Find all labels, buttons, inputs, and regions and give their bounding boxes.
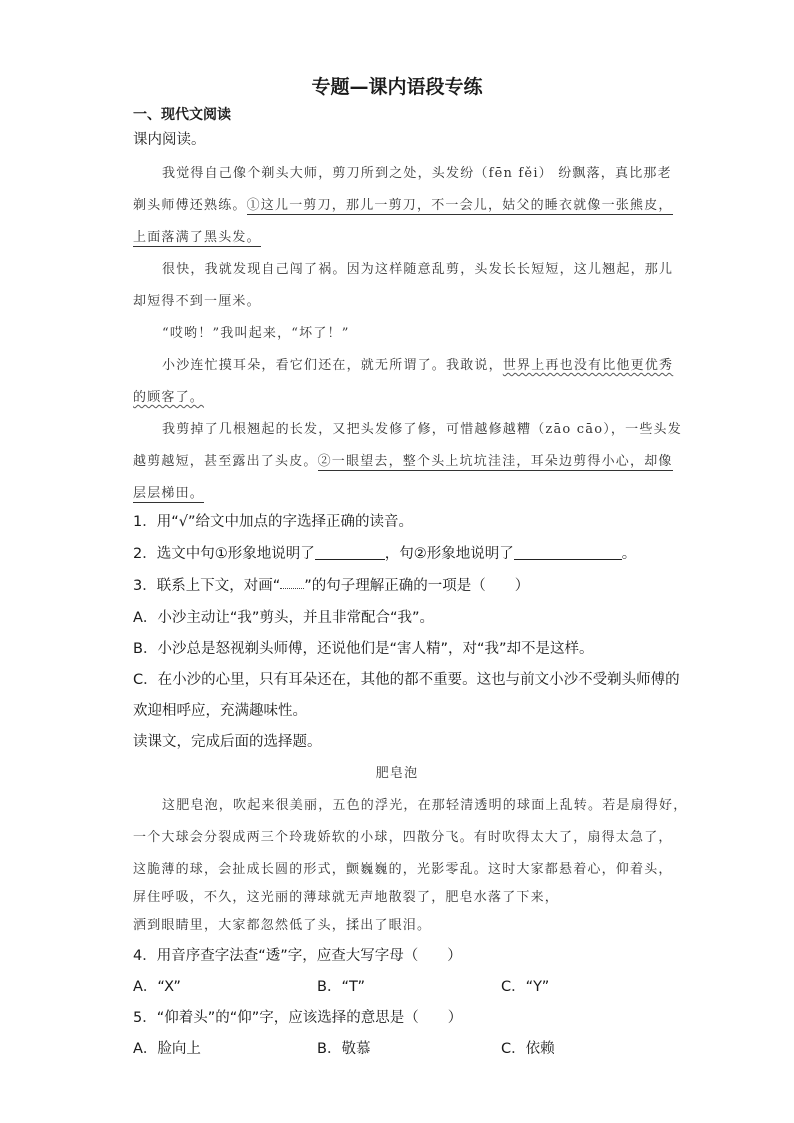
passage1-line: 很快，我就发现自己闯了祸。因为这样随意乱剪，头发长长短短，这儿翘起，那儿 bbox=[162, 262, 674, 277]
passage1-line bbox=[133, 482, 204, 501]
passage1-line bbox=[162, 354, 673, 373]
q4-option-b[interactable]: B．“T” bbox=[317, 979, 366, 995]
intro-text: 课内阅读。 bbox=[133, 132, 206, 148]
option-b[interactable]: B．小沙总是怒视剃头师傅，还说他们是“害人精”，对“我”却不是这样。 bbox=[133, 641, 594, 657]
passage2-line: 这肥皂泡，吹起来很美丽，五色的浮光，在那轻清透明的球面上乱转。若是扇得好， bbox=[162, 798, 688, 813]
sentence-1-underlined-end: 上面落满了黑头发。 bbox=[133, 230, 261, 245]
wavy-underlined-sentence-end: 的顾客了。 bbox=[133, 390, 205, 405]
option-c-continued: 欢迎相呼应，充满趣味性。 bbox=[133, 703, 307, 719]
question-5: 5．“仰着头”的“仰”字，应该选择的意思是（ ） bbox=[133, 1010, 463, 1026]
question-1: 1．用“√”给文中加点的字选择正确的读音。 bbox=[133, 514, 413, 530]
passage1-text: 越剪越短，甚至露出了头皮。 bbox=[133, 454, 318, 469]
passage1-line bbox=[133, 386, 204, 405]
q5-option-b[interactable]: B．敬慕 bbox=[317, 1041, 371, 1057]
question-3-text: ”的句子理解正确的一项是（ ） bbox=[304, 578, 530, 594]
passage1-line: 却短得不到一厘米。 bbox=[133, 294, 261, 309]
question-2 bbox=[133, 542, 636, 563]
passage1-line: 我觉得自己像个剃头大师，剪刀所到之处，头发纷（fēn fěi） 纷飘落，真比那老 bbox=[162, 166, 672, 181]
passage1-line bbox=[133, 194, 673, 213]
page-title: 专题—课内语段专练 bbox=[311, 76, 483, 98]
answer-blank-1[interactable] bbox=[315, 545, 385, 560]
intro-text-2: 读课文，完成后面的选择题。 bbox=[133, 734, 322, 750]
sentence-2-underlined: ②一眼望去，整个头上坑坑洼洼，耳朵边剪得小心，却像 bbox=[317, 454, 673, 469]
passage1-text: 剃头师傅还熟练。 bbox=[133, 198, 247, 213]
passage1-line bbox=[133, 450, 673, 469]
passage2-line: 这脆薄的球，会扯成长圆的形式，颤巍巍的，光影零乱。这时大家都悬着心，仰着头， bbox=[133, 862, 673, 877]
passage2-line: 屏住呼吸，不久，这光丽的薄球就无声地散裂了，肥皂水落了下来， bbox=[133, 890, 560, 905]
question-3 bbox=[133, 574, 529, 595]
question-2-text: 。 bbox=[621, 546, 637, 562]
passage1-line bbox=[133, 226, 261, 245]
section-heading: 一、现代文阅读 bbox=[133, 107, 231, 123]
option-c[interactable]: C．在小沙的心里，只有耳朵还在，其他的都不重要。这也与前文小沙不受剃头师傅的 bbox=[133, 672, 680, 688]
q5-option-c[interactable]: C．依赖 bbox=[501, 1041, 555, 1057]
question-3-text: 3．联系上下文，对画“ bbox=[133, 578, 281, 594]
question-4: 4．用音序查字法查“透”字，应查大写字母（ ） bbox=[133, 948, 462, 964]
passage1-text: 小沙连忙摸耳朵，看它们还在，就无所谓了。我敢说， bbox=[162, 358, 503, 373]
option-a[interactable]: A．小沙主动让“我”剪头，并且非常配合“我”。 bbox=[133, 610, 434, 626]
passage1-line: 我剪掉了几根翘起的长发，又把头发修了修，可惜越修越糟（zāo cāo），一些头发 bbox=[162, 422, 682, 437]
wavy-underlined-sentence: 世界上再也没有比他更优秀 bbox=[502, 358, 674, 373]
sentence-1-underlined: ①这儿一剪刀，那儿一剪刀，不一会儿，姑父的睡衣就像一张熊皮， bbox=[246, 198, 673, 213]
q4-option-a[interactable]: A．“X” bbox=[133, 979, 181, 995]
passage2-line: 洒到眼睛里，大家都忽然低了头，揉出了眼泪。 bbox=[133, 918, 432, 933]
question-2-text: ，句②形象地说明了 bbox=[384, 546, 514, 562]
passage1-line: “哎哟！”我叫起来，“坏了！” bbox=[162, 326, 350, 341]
q4-option-c[interactable]: C．“Y” bbox=[501, 979, 550, 995]
sentence-2-underlined-end: 层层梯田。 bbox=[133, 486, 205, 501]
answer-blank-2[interactable] bbox=[514, 545, 622, 560]
q5-option-a[interactable]: A．脸向上 bbox=[133, 1041, 201, 1057]
wavy-line-symbol bbox=[280, 578, 304, 589]
question-2-text: 2．选文中句①形象地说明了 bbox=[133, 546, 315, 562]
passage2-line: 一个大球会分裂成两三个玲珑娇软的小球，四散分飞。有时吹得太大了，扇得太急了， bbox=[133, 830, 673, 845]
passage2-title: 肥皂泡 bbox=[375, 766, 419, 781]
